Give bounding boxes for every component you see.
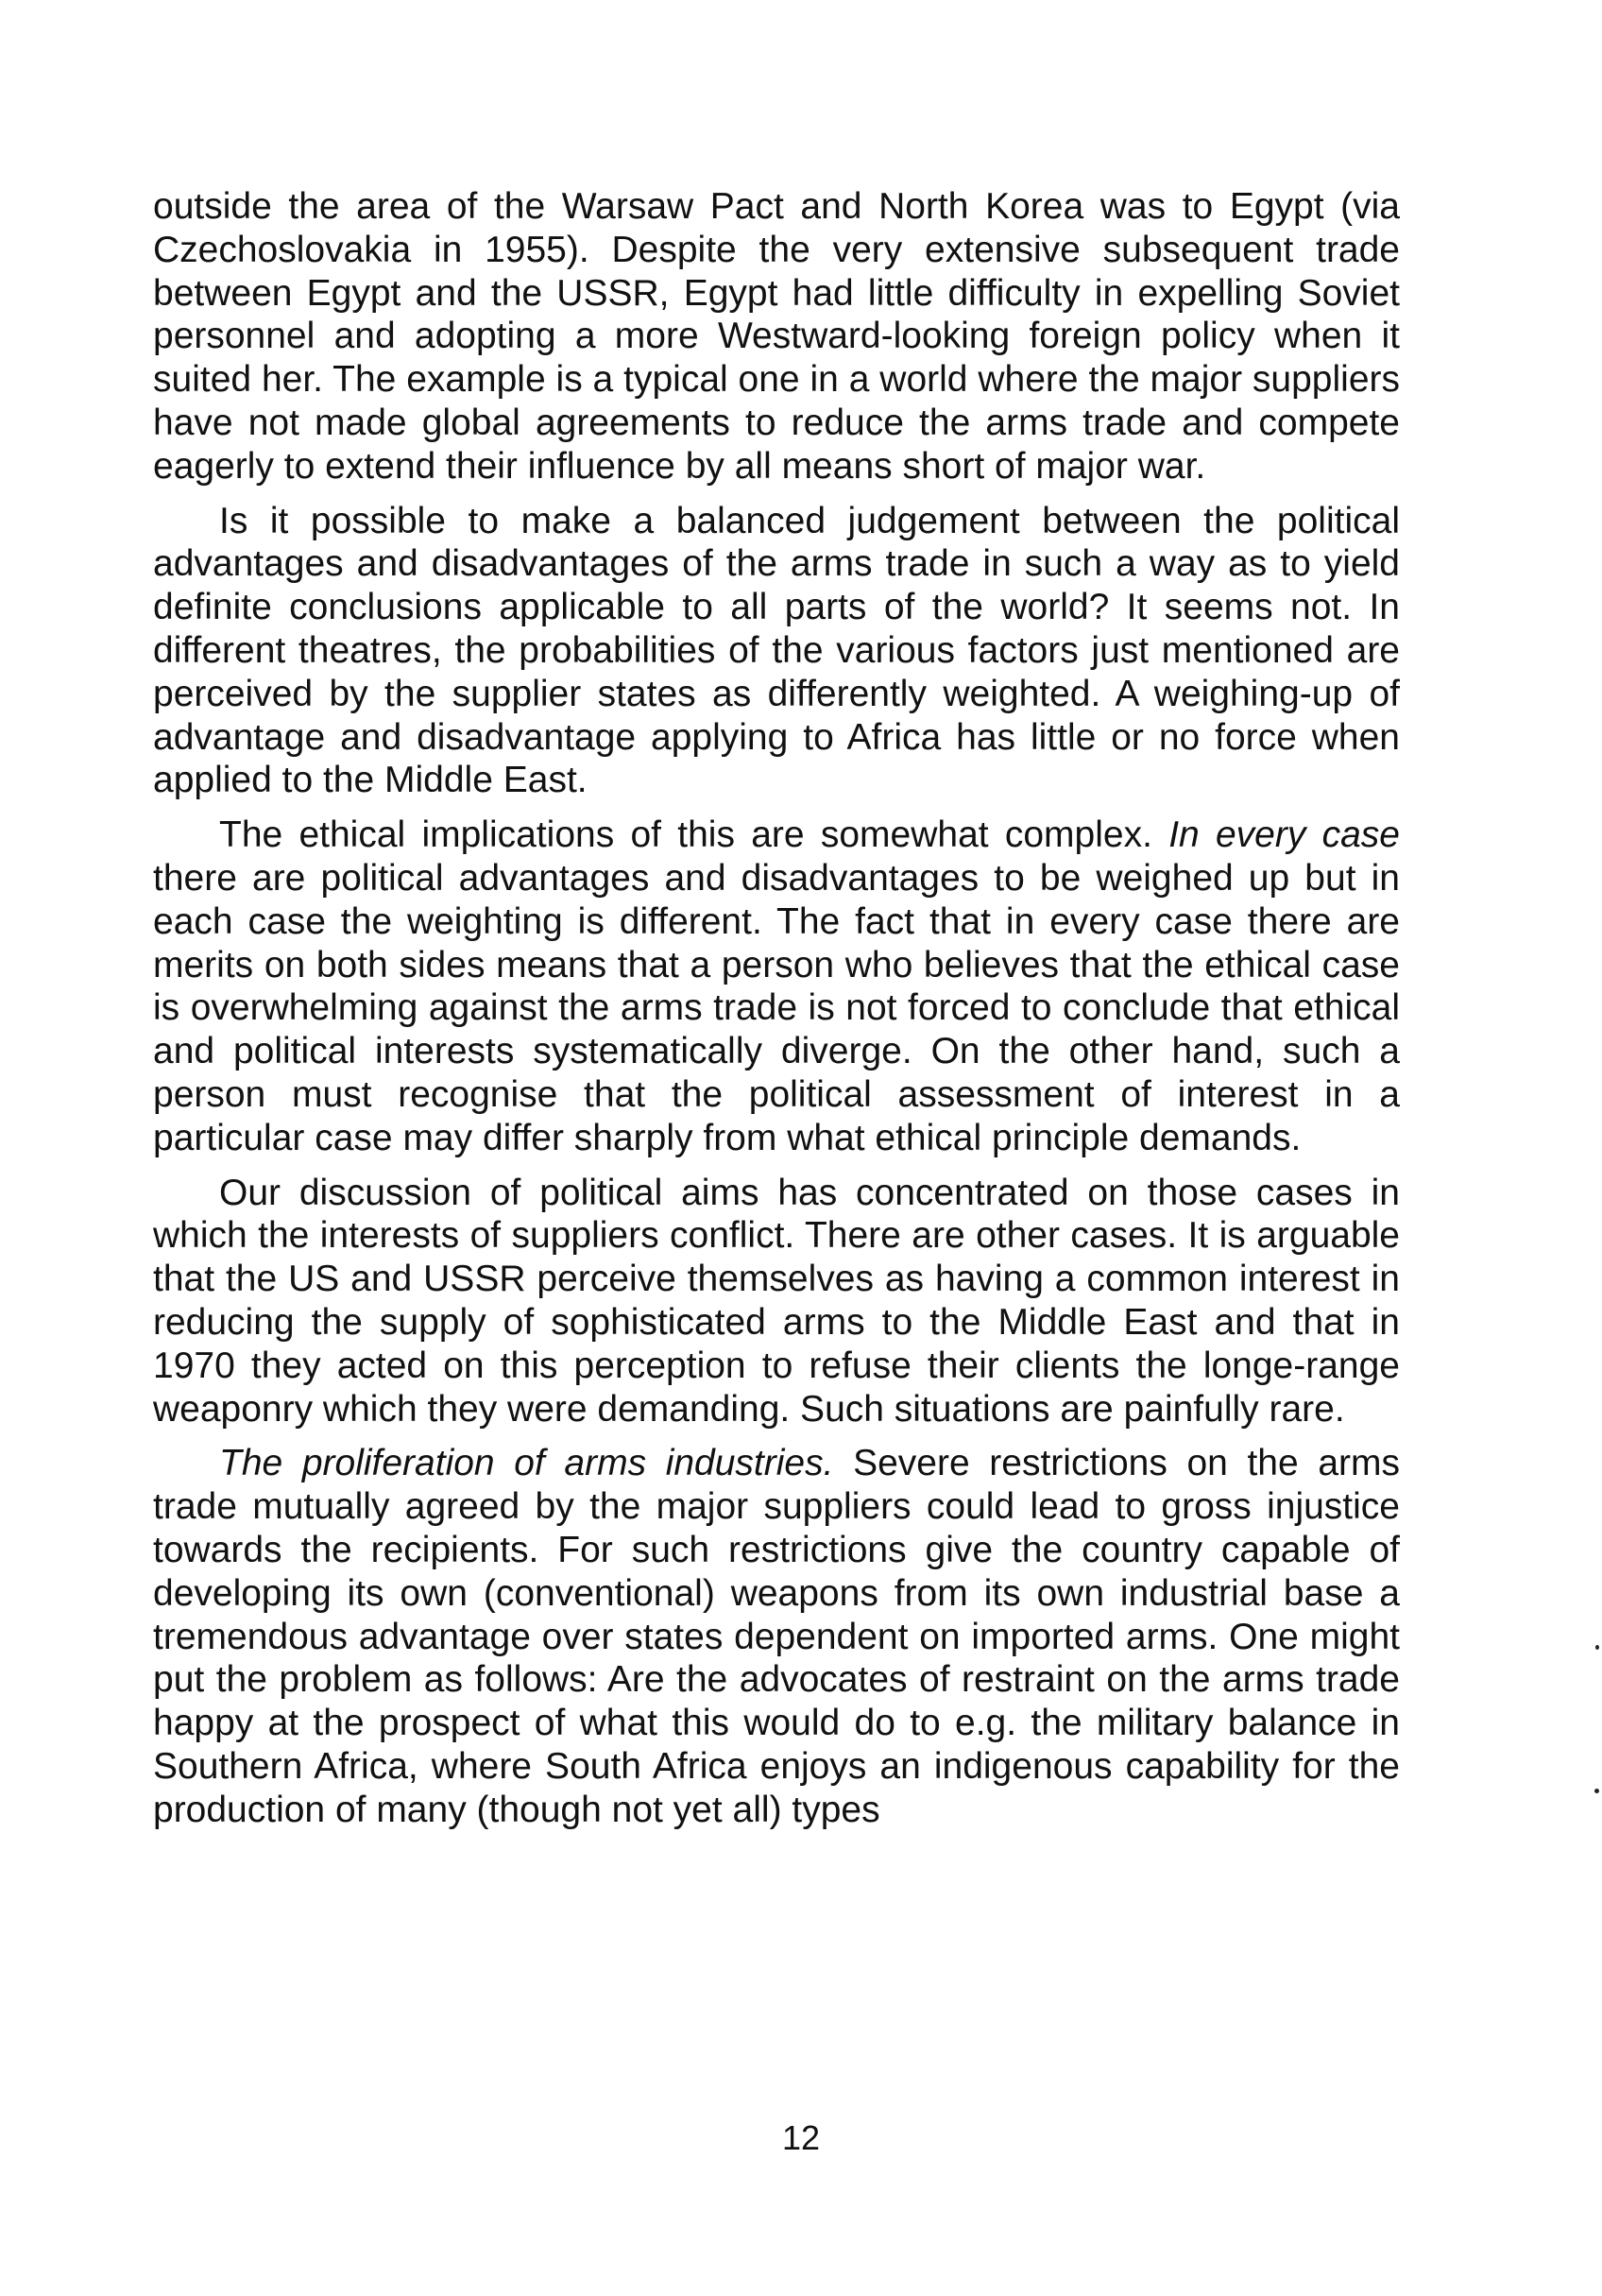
scan-speck bbox=[1594, 1789, 1599, 1793]
paragraph-2 bbox=[153, 500, 1400, 803]
paragraph-2-text: Is it possible to make a balanced judgement between the political advantages and disadvantages of the arms trade in such a way as to yield definite conclusions applicable to all parts of the world? It seems not. In different theatres, the probabilities of the various factors just mentioned are perceived by the supplier states as differently weighted. A weighing-up of advantage and disadvantage applying to Africa has little or no force when applied to the Middle East. bbox=[153, 500, 1400, 801]
paragraph-3-text-start: The ethical implications of this are somewhat complex. bbox=[219, 814, 1169, 856]
body-text bbox=[153, 185, 1400, 1831]
paragraph-5-text: Severe restrictions on the arms trade mutually agreed by the major suppliers could lead to gross injustice towards the recipients. For such restrictions give the country capable of developing its own (conventional) weapons from its own industrial base a tremendous advantage over states dependent on imported arms. One might put the problem as follows: Are the advocates of restraint on the arms trade happy at the prospect of what this would do to e.g. the military balance in Southern Africa, where South Africa enjoys an indigenous capability for the production of many (though not yet all) types bbox=[153, 1443, 1400, 1830]
page-number: 12 bbox=[781, 2118, 821, 2157]
paragraph-4 bbox=[153, 1172, 1400, 1431]
paragraph-3-emphasis: In every case bbox=[1168, 814, 1400, 856]
paragraph-3-text-end: there are political advantages and disadvantages to be weighed up but in each case the weighting is different. The fact that in every case there are merits on both sides means that a person who believes that the ethical case is overwhelming against the arms trade is not forced to conclude that ethical and political interests systematically diverge. On the other hand, such a person must recognise that the political assessment of interest in a particular case may differ sharply from what ethical principle demands. bbox=[153, 857, 1400, 1158]
paragraph-4-text: Our discussion of political aims has concentrated on those cases in which the interests of suppliers conflict. There are other cases. It is arguable that the US and USSR perceive themselves as having a common interest in reducing the supply of sophisticated arms to the Middle East and that in 1970 they acted on this perception to refuse their clients the longe-range weaponry which they were demanding. Such situations are painfully rare. bbox=[153, 1172, 1400, 1430]
paragraph-3 bbox=[153, 814, 1400, 1159]
paragraph-1 bbox=[153, 185, 1400, 488]
scan-speck bbox=[1595, 1645, 1599, 1650]
section-heading-inline: The proliferation of arms industries. bbox=[219, 1443, 834, 1484]
paragraph-5 bbox=[153, 1442, 1400, 1831]
paragraph-1-text: outside the area of the Warsaw Pact and North Korea was to Egypt (via Czechoslovakia in 1955). Despite the very extensive subsequent trade between Egypt and the USSR, Egypt had little difficulty in expelling Soviet personnel and adopting a more Westward-looking foreign policy when it suited her. The example is a typical one in a world where the major suppliers have not made global agreements to reduce the arms trade and compete eagerly to extend their influence by all means short of major war. bbox=[153, 186, 1400, 487]
